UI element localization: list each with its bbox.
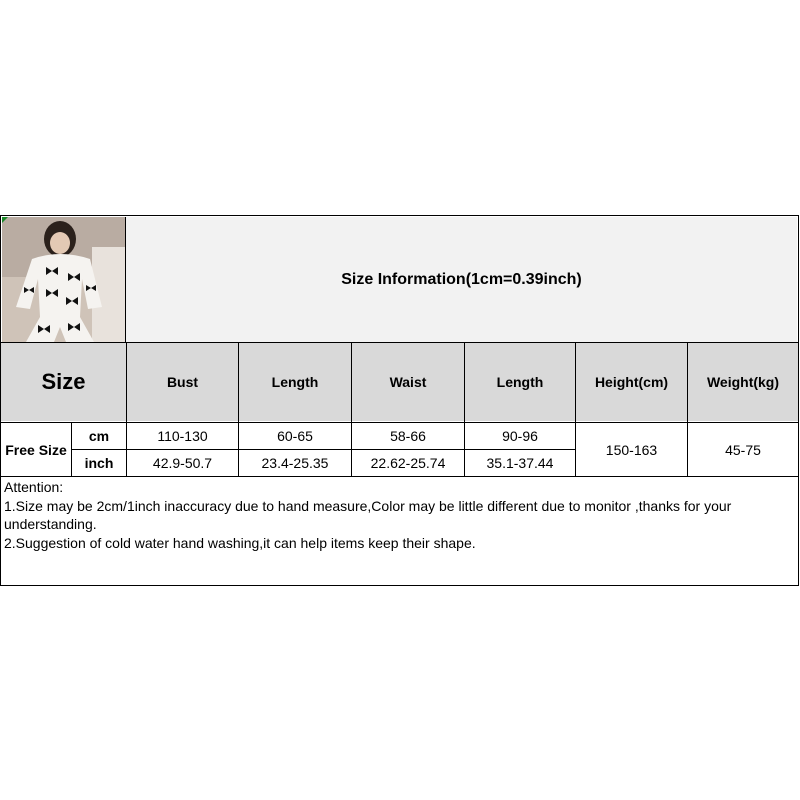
bust-cm: 110-130 <box>157 428 208 444</box>
waist-cm: 58-66 <box>390 428 426 444</box>
product-photo-illustration <box>2 217 125 342</box>
unit-cm-label: cm <box>88 428 110 444</box>
unit-inch-label: inch <box>84 455 114 471</box>
product-photo <box>2 217 126 342</box>
size-chart <box>0 215 799 586</box>
attention-line-1: 1.Size may be 2cm/1inch inaccuracy due to hand measure,Color may be little different due to monitor ,thanks for your understanding. <box>4 497 732 532</box>
header-weight: Weight(kg) <box>688 343 798 421</box>
attention-heading: Attention: <box>4 479 64 495</box>
header-bust: Bust <box>127 343 238 421</box>
row-label-free-size: Free Size <box>5 441 67 458</box>
size-information-title: Size Information(1cm=0.39inch) <box>126 217 797 342</box>
header-size: Size <box>1 343 126 421</box>
attention-notes <box>4 478 792 552</box>
weight-value: 45-75 <box>725 441 761 458</box>
header-waist: Waist <box>352 343 464 421</box>
waist-inch: 22.62-25.74 <box>370 455 446 471</box>
header-length-top: Length <box>239 343 351 421</box>
divider <box>1 476 798 477</box>
header-length-pants: Length <box>465 343 575 421</box>
header-height: Height(cm) <box>576 343 687 421</box>
length-top-cm: 60-65 <box>277 428 313 444</box>
height-value: 150-163 <box>605 441 658 458</box>
length-pants-inch: 35.1-37.44 <box>486 455 554 471</box>
length-pants-cm: 90-96 <box>502 428 538 444</box>
attention-line-2: 2.Suggestion of cold water hand washing,it can help items keep their shape. <box>4 534 476 551</box>
length-top-inch: 23.4-25.35 <box>261 455 329 471</box>
bust-inch: 42.9-50.7 <box>152 455 213 471</box>
